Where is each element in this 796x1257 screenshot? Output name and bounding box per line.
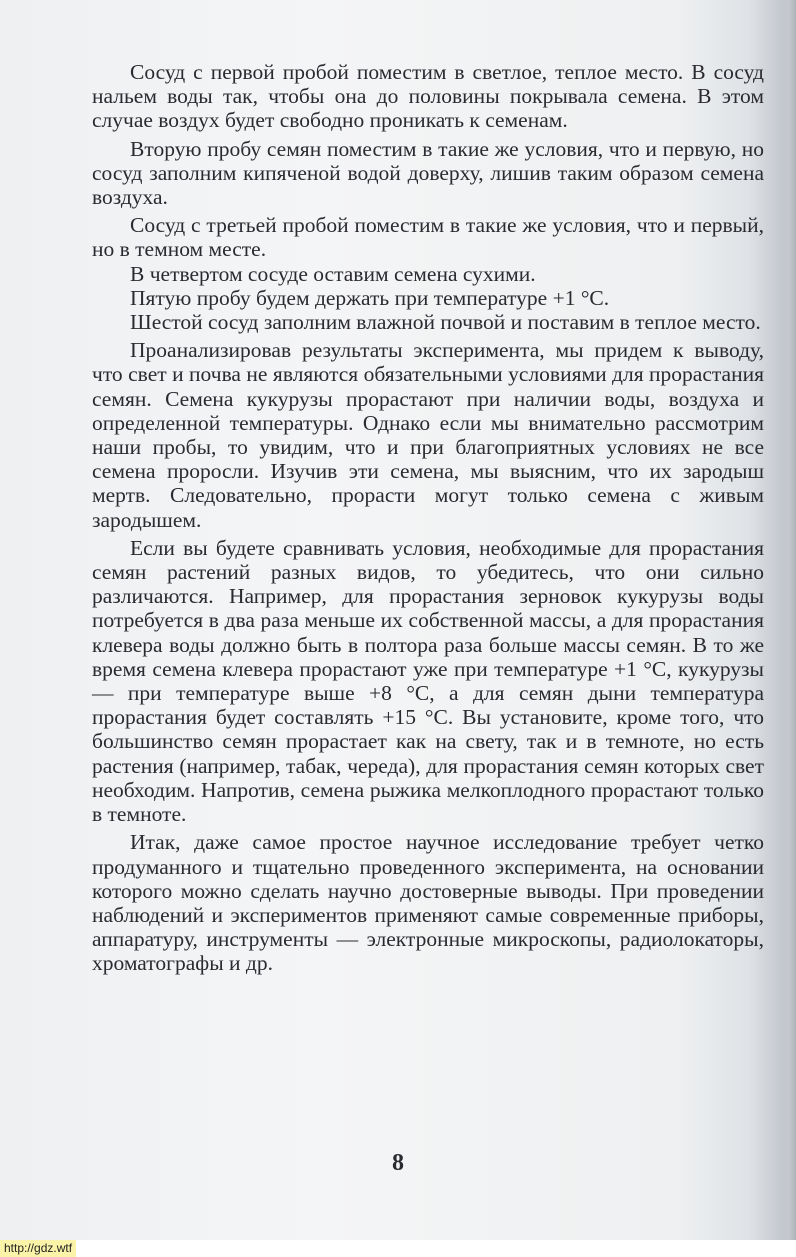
body-text <box>92 60 764 976</box>
paragraph-fourth-sample: В четвертом сосуде оставим семена сухими. <box>130 261 536 286</box>
paragraph-conclusion: Итак, даже самое простое научное исследование требует четко продуманного и тщательно проведенного эксперимента, на основании которого можно сделать научно достоверные выводы. При проведении наблюдений и экспериментов применяют самые современные приборы, аппаратуру, инструменты — электронные микроскопы, радиолокаторы, хроматографы и др. <box>92 830 764 976</box>
paragraph-second-sample: Вторую пробу семян поместим в такие же условия, что и первую, но сосуд заполним кипяченой водой доверху, лишив таким образом семена воздуха. <box>92 136 764 210</box>
paragraph-third-sample: Сосуд с третьей пробой поместим в такие же условия, что и первый, но в темном месте. <box>92 213 764 262</box>
paragraph-fifth-sample: Пятую пробу будем держать при температуре +1 °С. <box>130 285 610 310</box>
watermark-link[interactable]: http://gdz.wtf <box>0 1240 76 1257</box>
page-binding-shadow <box>778 0 796 1240</box>
paragraph-first-sample: Сосуд с первой пробой поместим в светлое, теплое место. В сосуд нальем воды так, чтобы она до половины покрывала семена. В этом случае воздух будет свободно проникать к семенам. <box>92 60 764 133</box>
paragraph-comparison: Если вы будете сравнивать условия, необходимые для прорастания семян растений разных видов, то убедитесь, что они сильно различаются. Например, для прорастания зерновок кукурузы воды потребуется в два раза меньше их собственной массы, а для прорастания клевера воды должно быть в полтора раза больше массы семян. В то же время семена клевера прорастают уже при температуре +1 °С, кукурузы — при температуре выше +8 °С, а для семян дыни температура прорастания будет составлять +15 °С. Вы установите, кроме того, что большинство семян прорастает как на свету, так и в темноте, но есть растения (например, табак, череда), для прорастания семян которых свет необходим. Напротив, семена рыжика мелкоплодного прорастают только в темноте. <box>92 535 764 827</box>
paragraph-sixth-sample: Шестой сосуд заполним влажной почвой и поставим в теплое место. <box>130 310 761 335</box>
paragraph-analysis: Проанализировав результаты эксперимента, мы придем к выводу, что свет и почва не являются обязательными условиями для прорастания семян. Семена кукурузы прорастают при наличии воды, воздуха и определенной температуры. Однако если мы внимательно рассмотрим наши пробы, то увидим, что и при благоприятных условиях не все семена проросли. Изучив эти семена, мы выясним, что их зародыш мертв. Следовательно, прорасти могут только семена с живым зародышем. <box>92 338 764 532</box>
page-number: 8 <box>392 1150 404 1176</box>
